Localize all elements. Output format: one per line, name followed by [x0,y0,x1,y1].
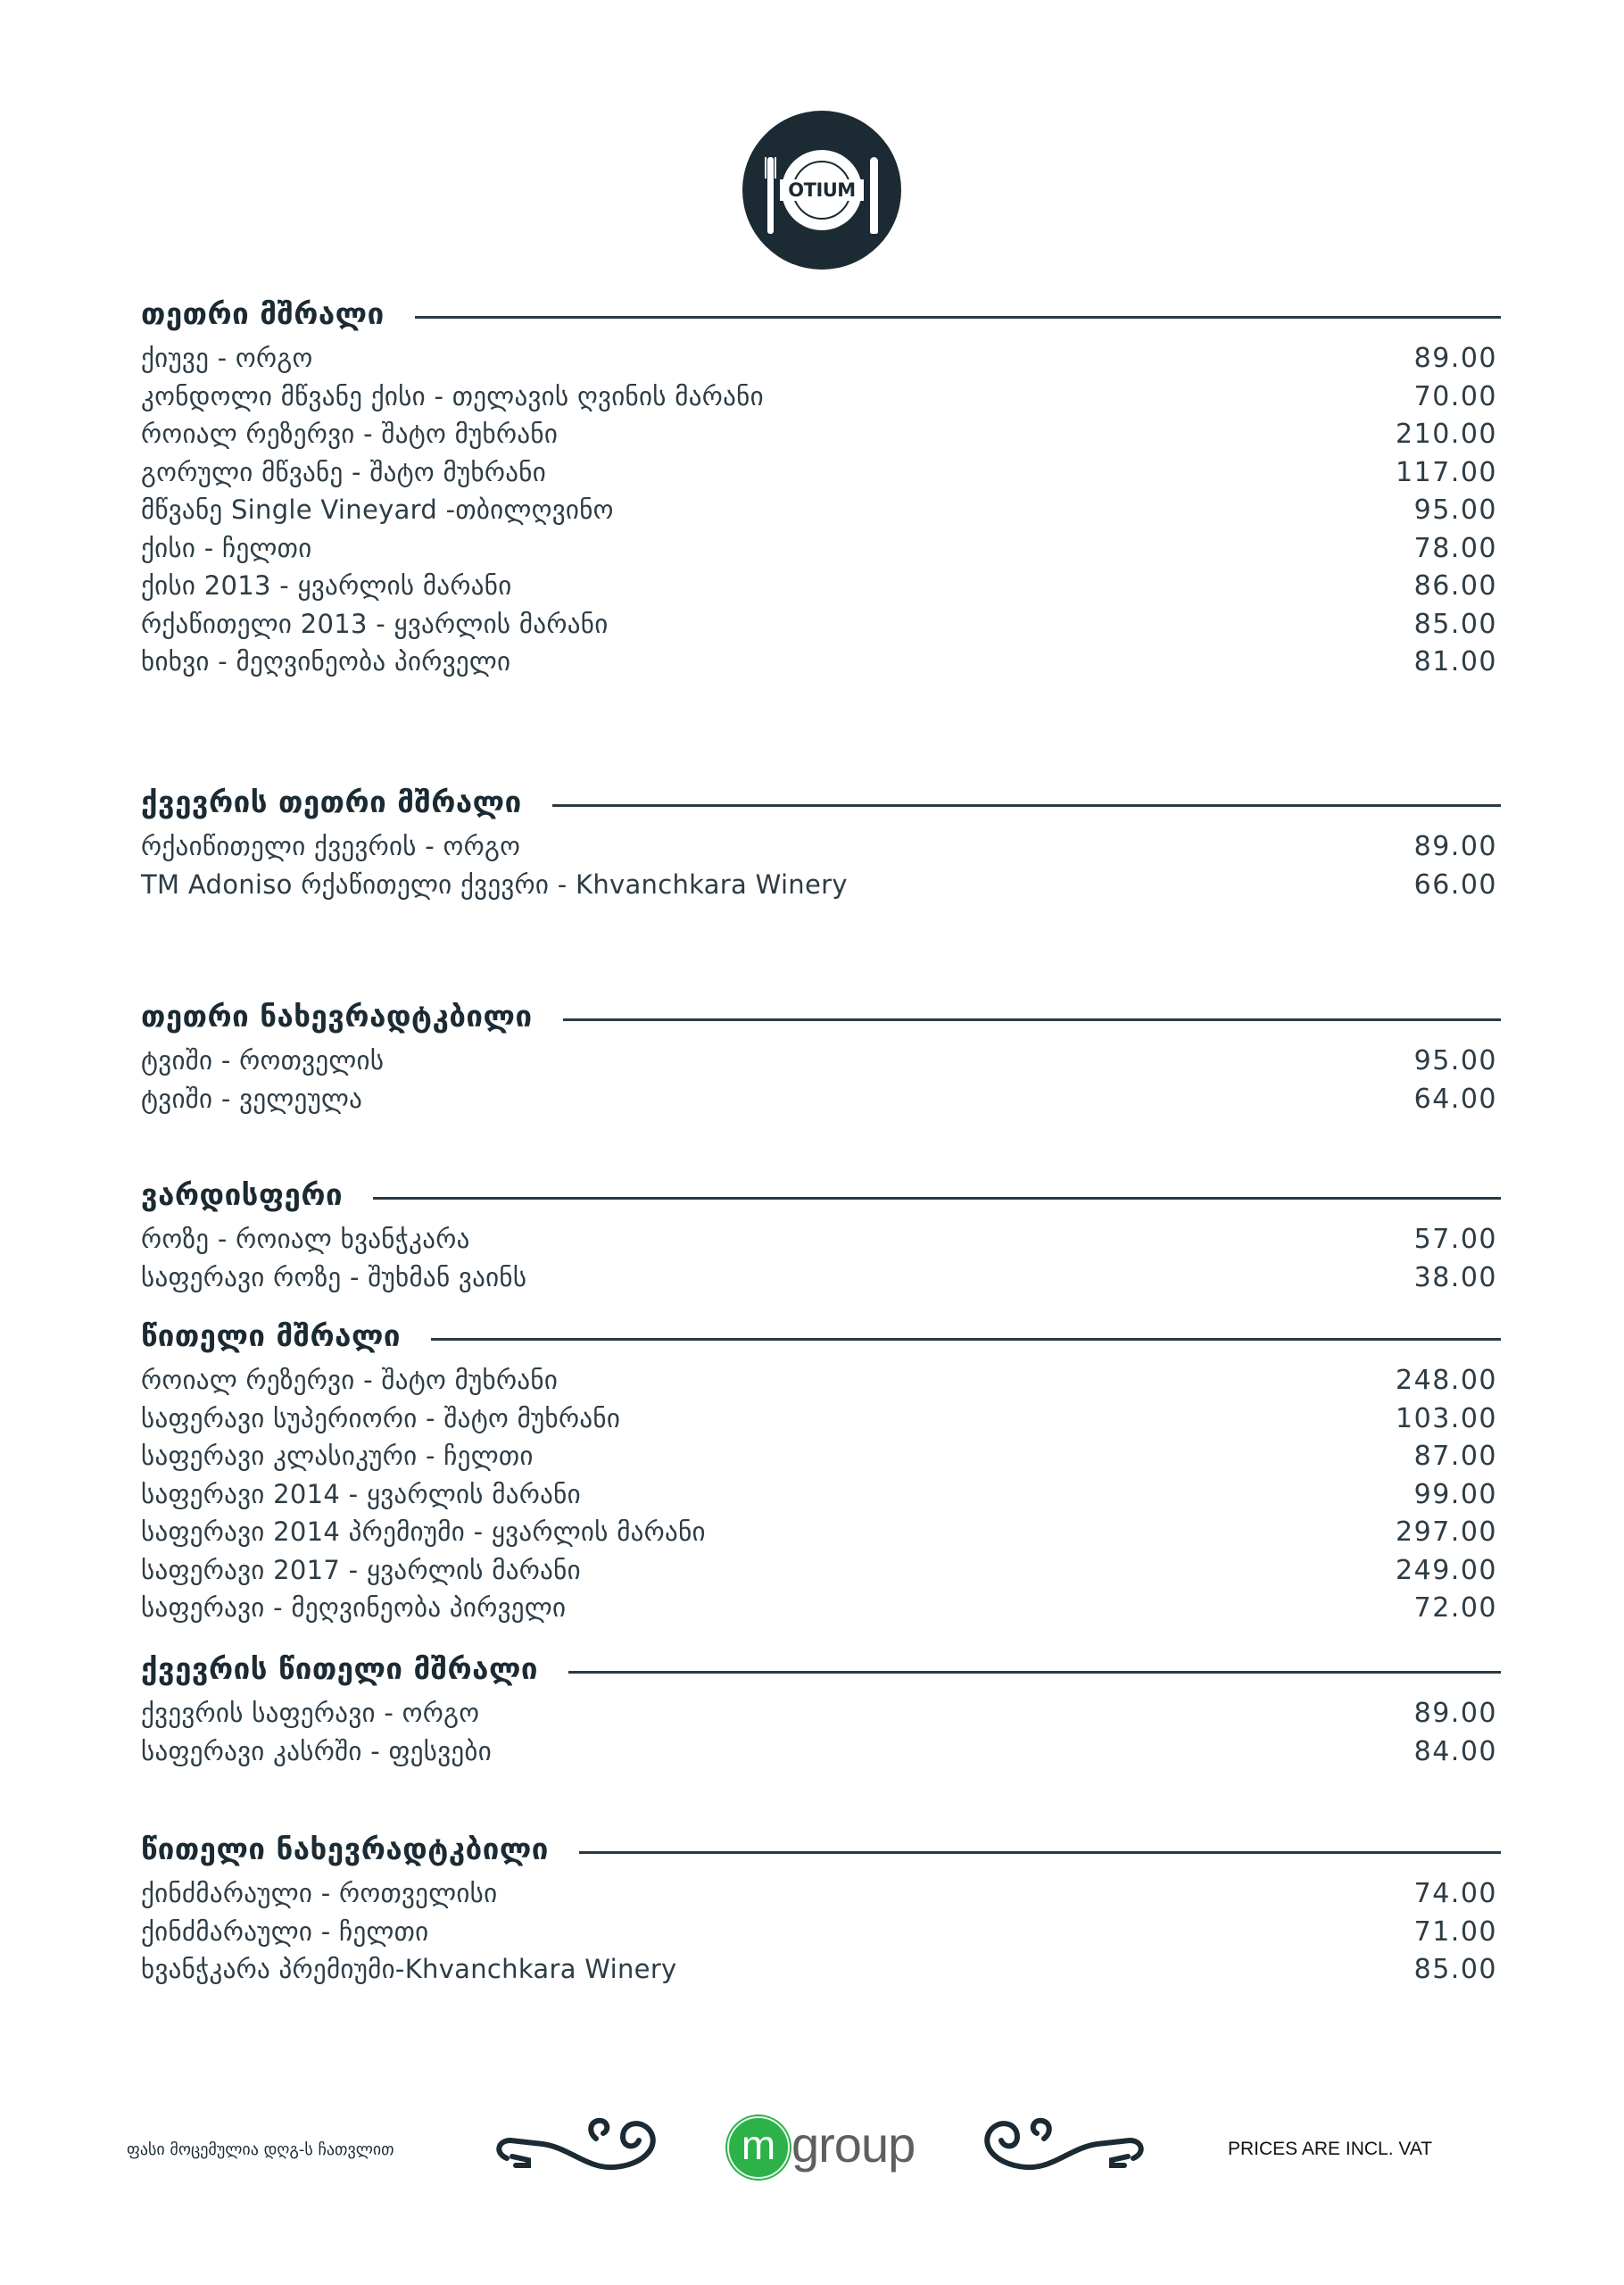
menu-item [141,419,1501,457]
item-name: როიალ რეზერვი - შატო მუხრანი [141,1365,559,1395]
fork-icon [767,157,774,234]
mgroup-logo [727,2115,915,2180]
menu-item [141,1592,1501,1631]
item-price: 95.00 [1413,1045,1497,1076]
menu-item [141,1403,1501,1442]
item-name: საფერავი 2017 - ყვარლის მარანი [141,1554,581,1585]
item-price: 85.00 [1413,1954,1497,1985]
section-title: თეთრი ნახევრადტკბილი [141,998,533,1034]
menu-item [141,1224,1501,1262]
menu-item [141,1878,1501,1916]
item-price: 117.00 [1396,456,1497,488]
item-name: საფერავი როზე - შუხმან ვაინს [141,1261,527,1292]
item-name: საფერავი 2014 - ყვარლის მარანი [141,1478,581,1509]
item-name: ქიუვე - ორგო [141,343,313,373]
menu-item [141,831,1501,869]
menu-item [141,570,1501,609]
item-name: საფერავი 2014 პრემიუმი - ყვარლის მარანი [141,1516,706,1547]
item-price: 57.00 [1413,1224,1497,1255]
item-name: მწვანე Single Vineyard -თბილღვინო [141,494,614,525]
logo-text: OTIUM [780,179,864,201]
menu-item [141,609,1501,647]
item-name: გორული მწვანე - შატო მუხრანი [141,456,547,487]
menu-item [141,1555,1501,1593]
menu-item [141,646,1501,685]
item-name: ქისი 2013 - ყვარლის მარანი [141,570,512,601]
item-price: 249.00 [1396,1554,1497,1586]
item-price: 89.00 [1413,1698,1497,1729]
menu-item [141,1441,1501,1479]
item-name: საფერავი კასრში - ფესვები [141,1735,493,1766]
item-price: 64.00 [1413,1083,1497,1115]
item-name: ქვევრის საფერავი - ორგო [141,1698,480,1728]
item-name: ტვიში - როთველის [141,1045,385,1076]
knife-icon [870,157,878,234]
section-title: წითელი ნახევრადტკბილი [141,1831,549,1866]
item-name: საფერავი სუპერიორი - შატო მუხრანი [141,1402,621,1433]
item-name: რქაიწითელი ქვევრის - ორგო [141,831,521,861]
section-title: წითელი მშრალი [141,1317,401,1353]
item-name: ქინძმარაული - ჩელთი [141,1915,429,1947]
vat-note-georgian: ფასი მოცემულია დღგ-ს ჩათვლით [127,2140,394,2159]
right-scroll-ornament-icon [973,2114,1151,2178]
divider [415,316,1501,319]
item-price: 81.00 [1413,646,1497,677]
menu-item [141,533,1501,571]
item-name: როიალ რეზერვი - შატო მუხრანი [141,419,559,449]
item-name: რქაწითელი 2013 - ყვარლის მარანი [141,608,609,639]
menu-item [141,1045,1501,1084]
item-price: 95.00 [1413,494,1497,526]
item-price: 89.00 [1413,831,1497,862]
item-name: როზე - როიალ ხვანჭკარა [141,1224,470,1254]
item-price: 99.00 [1413,1478,1497,1510]
section-qvevri-red-dry [141,1646,1501,1774]
item-price: 89.00 [1413,343,1497,374]
menu-item [141,1365,1501,1403]
item-price: 78.00 [1413,532,1497,564]
section-title: ქვევრის თეთრი მშრალი [141,784,522,819]
otium-logo [742,111,901,270]
item-name: TM Adoniso რქაწითელი ქვევრი - Khvanchkara Winery [141,868,848,900]
menu-item [141,1479,1501,1517]
item-price: 38.00 [1413,1261,1497,1293]
item-name: საფერავი - მეღვინეობა პირველი [141,1592,567,1623]
item-name: ტვიში - ველეულა [141,1083,363,1114]
item-name: ხიხვი - მეღვინეობა პირველი [141,646,511,677]
divider [579,1851,1501,1854]
item-price: 85.00 [1413,608,1497,640]
item-price: 70.00 [1413,380,1497,412]
item-price: 103.00 [1396,1402,1497,1434]
section-white-semi-sweet [141,993,1501,1121]
section-rose [141,1172,1501,1300]
vat-note-english: PRICES ARE INCL. VAT [1228,2139,1433,2159]
item-price: 297.00 [1396,1516,1497,1548]
item-price: 84.00 [1413,1735,1497,1767]
menu-item [141,1262,1501,1300]
section-red-semi-sweet [141,1826,1501,1992]
item-name: საფერავი კლასიკური - ჩელთი [141,1441,534,1471]
item-price: 74.00 [1413,1878,1497,1909]
section-white-dry [141,291,1501,685]
divider [373,1197,1501,1200]
item-name: ქისი - ჩელთი [141,532,312,563]
item-name: კონდოლი მწვანე ქისი - თელავის ღვინის მარანი [141,380,764,411]
section-title: თეთრი მშრალი [141,295,385,331]
menu-item [141,457,1501,495]
mgroup-wordmark: group [791,2115,916,2173]
item-price: 87.00 [1413,1441,1497,1472]
section-red-dry [141,1313,1501,1631]
menu-item [141,1698,1501,1736]
menu-item [141,1736,1501,1774]
item-price: 72.00 [1413,1592,1497,1624]
menu-item [141,381,1501,420]
menu-item [141,1084,1501,1122]
menu-item [141,343,1501,381]
menu-item [141,494,1501,533]
section-qvevri-white-dry [141,779,1501,907]
item-name: ქინძმარაული - როთველისი [141,1878,498,1908]
menu-item [141,1916,1501,1955]
item-price: 86.00 [1413,570,1497,602]
menu-item [141,1954,1501,1992]
section-title: ქვევრის წითელი მშრალი [141,1650,538,1686]
divider [552,804,1501,807]
divider [568,1671,1501,1674]
item-price: 66.00 [1413,868,1497,901]
item-price: 210.00 [1396,419,1497,450]
menu-item [141,1516,1501,1555]
plate-icon [782,150,862,230]
item-name: ხვანჭკარა პრემიუმი-Khvanchkara Winery [141,1954,677,1984]
mgroup-m-badge: m [727,2116,790,2179]
menu-item [141,869,1501,908]
divider [563,1018,1501,1021]
item-price: 71.00 [1413,1915,1497,1948]
section-title: ვარდისფერი [141,1176,344,1212]
divider [431,1338,1501,1341]
item-price: 248.00 [1396,1365,1497,1396]
left-scroll-ornament-icon [489,2114,667,2178]
